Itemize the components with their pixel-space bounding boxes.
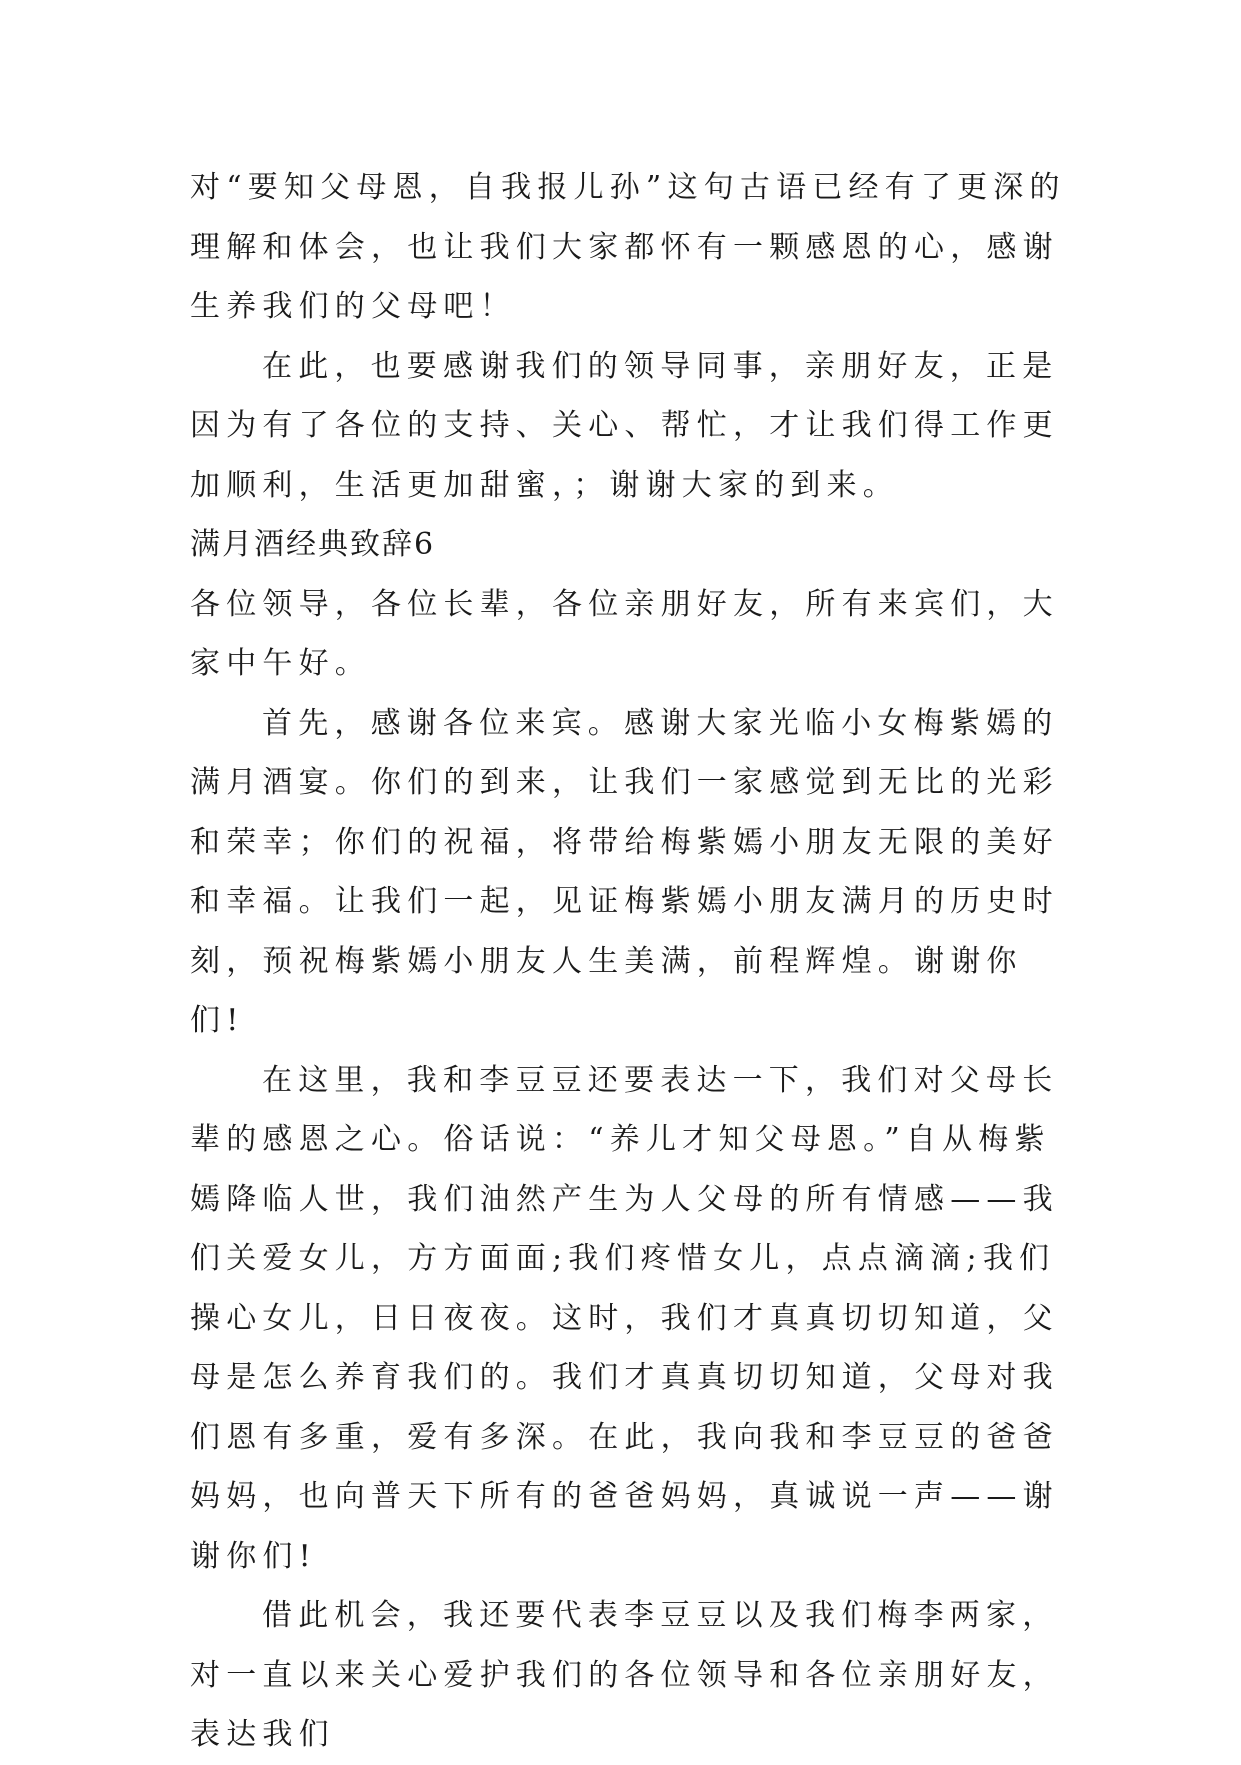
paragraph: 各位领导，各位长辈，各位亲朋好友，所有来宾们，大家中午好。: [190, 586, 1059, 681]
paragraph: 对“要知父母恩，自我报儿孙”这句古语已经有了更深的理解和体会，也让我们大家都怀有一颗感恩的心，感谢生养我们的父母吧！: [190, 170, 1066, 324]
paragraph: 在这里，我和李豆豆还要表达一下，我们对父母长辈的感恩之心。俗话说：“养儿才知父母恩。”自从梅紫嫣降临人世，我们油然产生为人父母的所有情感——我们关爱女儿，方方面面;我们疼惜女儿，点点滴滴;我们操心女儿，日日夜夜。这时，我们才真真切切知道，父母是怎么养育我们的。我们才真真切切知道，父母对我们恩有多重，爱有多深。在此，我向我和李豆豆的爸爸妈妈，也向普天下所有的爸爸妈妈，真诚说一声——谢谢你们!: [190, 1062, 1059, 1574]
paragraph: 借此机会，我还要代表李豆豆以及我们梅李两家，对一直以来关心爱护我们的各位领导和各位亲朋好友，表达我们: [190, 1598, 1059, 1752]
paragraph: 在此，也要感谢我们的领导同事，亲朋好友，正是因为有了各位的支持、关心、帮忙，才让我们得工作更加顺利，生活更加甜蜜，；谢谢大家的到来。: [190, 348, 1059, 503]
paragraph: 首先，感谢各位来宾。感谢大家光临小女梅紫嫣的满月酒宴。你们的到来，让我们一家感觉到无比的光彩和荣幸；你们的祝福，将带给梅紫嫣小朋友无限的美好和幸福。让我们一起，见证梅紫嫣小朋友满月的历史时刻，预祝梅紫嫣小朋友人生美满，前程辉煌。谢谢你们!: [190, 705, 1059, 1038]
document-page: [190, 158, 1066, 1765]
section-heading: 满月酒经典致辞6: [190, 527, 436, 562]
